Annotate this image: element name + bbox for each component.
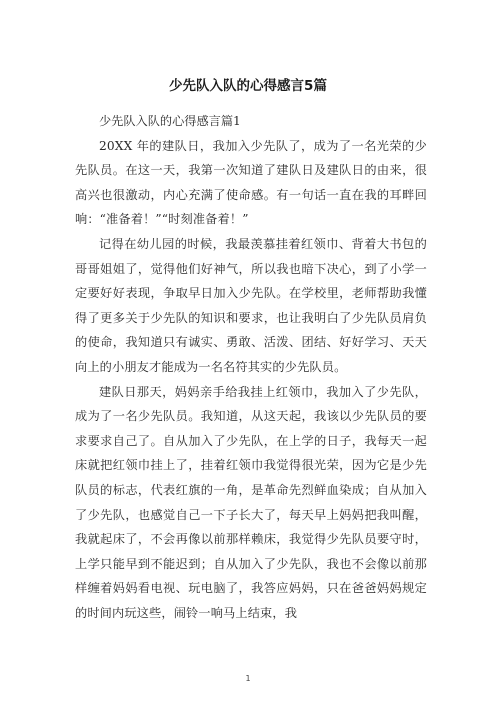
document-body (75, 109, 427, 625)
section-subtitle: 少先队入队的心得感言篇1 (99, 114, 241, 128)
paragraph-3: 建队日那天，妈妈亲手给我挂上红领巾，我加入了少先队，成为了一名少先队员。我知道，从这天起，我该以少先队员的要求要求自己了。自从加入了少先队，在上学的日子，我每天一起床就把红领巾挂上了，挂着红领巾我觉得很光荣，因为它是少先队员的标志，代表红旗的一角，是革命先烈鲜血染成；自从加入了少先队，也感觉自己一下子长大了，每天早上妈妈把我叫醒，我就起床了，不会再像以前那样赖床，我觉得少先队员要守时，上学只能早到不能迟到；自从加入了少先队，我也不会像以前那样缠着妈妈看电视、玩电脑了，我答应妈妈，只在爸爸妈妈规定的时间内玩这些，闹铃一响马上结束，我 (75, 384, 427, 620)
document-title: 少先队入队的心得感言5篇 (169, 78, 327, 94)
paragraph-2: 记得在幼儿园的时候，我最羡慕挂着红领巾、背着大书包的哥哥姐姐了，觉得他们好神气，所以我也暗下决心，到了小学一定要好好表现，争取早日加入少先队。在学校里，老师帮助我懂得了更多关于少先队的知识和要求，也让我明白了少先队员肩负的使命，我知道只有诚实、勇敢、活泼、团结、好好学习、天天向上的小朋友才能成为一名名符其实的少先队员。 (75, 236, 427, 374)
page-number: 1 (245, 674, 251, 683)
paragraph-1: 20XX 年的建队日，我加入少先队了，成为了一名光荣的少先队员。在这一天，我第一次知道了建队日及建队日的由来，很高兴也很激动，内心充满了使命感。有一句话一直在我的耳畔回响：“准备着！”“时刻准备着！” (75, 138, 427, 227)
